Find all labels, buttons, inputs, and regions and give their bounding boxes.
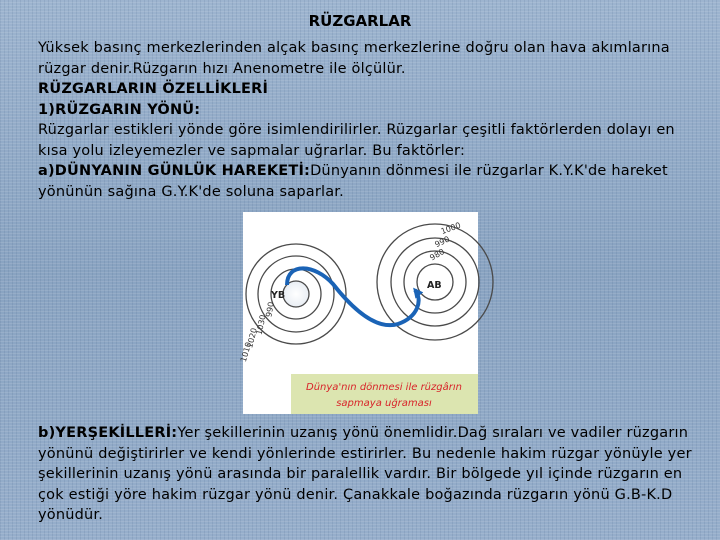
left-isobar-0: 990 [264, 301, 276, 318]
intro-block [38, 38, 708, 202]
intro-text: Yüksek basınç merkezlerinden alçak basınç merkezlerine doğru olan hava akımlarına rüzgar denir.Rüzgarın hızı Anenometre ile ölçülür. [38, 40, 670, 77]
left-isobar-2: 1020 [245, 327, 259, 349]
page-title: RÜZGARLAR [308, 12, 412, 30]
figure-caption-line-1: Dünya'nın dönmesi ile rüzgârın [306, 382, 462, 393]
right-isobar-2: 980 [428, 247, 447, 263]
right-isobar-1: 990 [433, 234, 452, 250]
factor-a-text: Dünyanın dönmesi ile rüzgarlar K.Y.K'de hareket yönünün sağına G.Y.K'de soluna saparlar. [38, 163, 668, 200]
factor-b-text: Yer şekillerinin uzanış yönü önemlidir.Dağ sıraları ve vadiler rüzgarın yönünü değiştirirler ve kendi yönlerinde estirirler. Bu nedenle hakim rüzgar yönüyle yer şekillerinin uzanış yönü arasında bir paralellik vardır. Bir bölgede yıl içinde rüzgarın en çok estiği yöre hakim rüzgar yönü denir. Çanakkale boğazında rüzgarın yönü G.B-K.D yönüdür. [38, 425, 692, 523]
left-isobar-1: 1030 [254, 313, 268, 336]
right-isobar-0: 1000 [439, 220, 462, 237]
section-heading: RÜZGARLARIN ÖZELLİKLERİ [38, 81, 269, 97]
yersekilleri-block [38, 423, 708, 526]
low-pressure-label: YB [271, 290, 286, 301]
wind-deflection-diagram [238, 212, 478, 414]
wind-deflection-figure [238, 212, 478, 414]
factor-a-label: a)DÜNYANIN GÜNLÜK HAREKETİ: [38, 163, 311, 179]
left-isobar-3: 1010 [238, 341, 254, 364]
high-pressure-label: AB [427, 280, 442, 291]
factor-b-label: b)YERŞEKİLLERİ: [38, 425, 178, 441]
sub-heading: 1)RÜZGARIN YÖNÜ: [38, 101, 201, 118]
figure-caption-line-2: sapmaya uğraması [336, 398, 432, 409]
paragraph-text: Rüzgarlar estikleri yönde göre isimlendirilirler. Rüzgarlar çeşitli faktörlerden dolayı en kısa yolu izleyemezler ve sapmalar uğrarlar. Bu faktörler: [38, 122, 675, 159]
